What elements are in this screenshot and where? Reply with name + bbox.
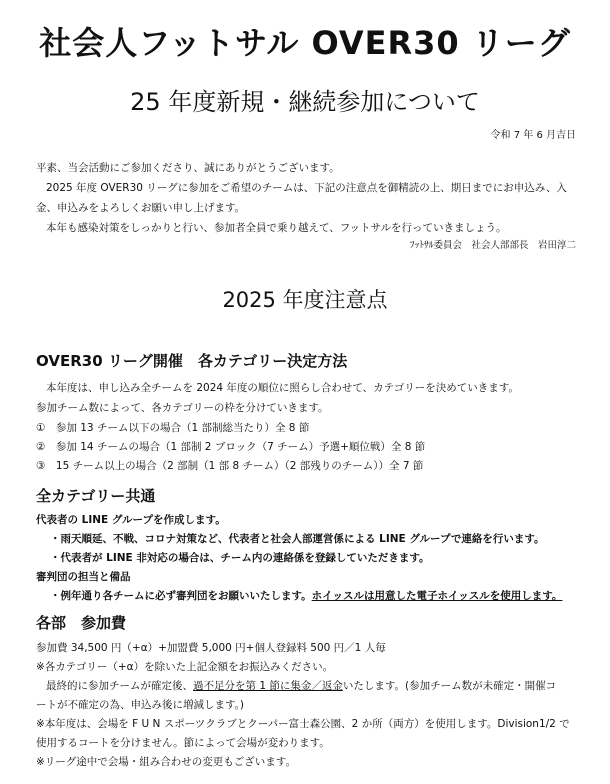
common-bullet-3-underlined: ホイッスルは用意した電子ホイッスルを使用します。 [311,590,563,602]
common-bullet-3 [50,586,562,606]
common-bullet-3-text: ・例年通り各チームに必ず審判団をお願いいたします。 [50,590,312,602]
common-heading: 全カテゴリー共通 [36,487,156,505]
common-sub-1: 代表者の LINE グループを作成します。 [36,514,226,526]
fees-line-2: ※各カテゴリー（+α）を除いた上記金額をお振込みください。 [36,661,334,673]
fees-line-1: 参加費 34,500 円（+α）+加盟費 5,000 円+個人登録料 500 円／1 人毎 [36,642,386,654]
greeting-line-1: 平素、当会活動にご参加くださり、誠にありがとうございます。 [36,162,340,174]
page-title: 社会人フットサル OVER30 リーグ [39,24,571,62]
greeting-line-3: 金、申込みをよろしくお願い申し上げます。 [36,202,246,214]
category-item-1: ① 参加 13 チーム以下の場合（1 部制総当たり）全 8 節 [36,422,310,434]
fees-line-5: ※本年度は、会場を F U N スポーツクラブとクーパー富士森公園、2 か所（両方）を使用します。Division1/2 で [36,718,570,730]
category-line-1: 本年度は、申し込み全チームを 2024 年度の順位に照らし合わせて、カテゴリーを決めていきます。 [46,382,519,394]
issue-date: 令和 7 年 6 月吉日 [490,130,576,141]
section-title: 2025 年度注意点 [222,288,388,312]
category-heading: OVER30 リーグ開催 各カテゴリー決定方法 [36,352,348,370]
fees-line-3-part-c: いたします。(参加チーム数が未確定・開催コ [342,680,557,692]
category-line-2: 参加チーム数によって、各カテゴリーの枠を分けていきます。 [36,402,329,414]
category-item-3: ③ 15 チーム以上の場合（2 部制（1 部 8 チーム）（2 部残りのチーム））全 7 節 [36,460,424,472]
common-bullet-2: ・代表者が LINE 非対応の場合は、チーム内の連絡係を登録していただきます。 [50,552,430,564]
signature: ﾌｯﾄｻﾙ委員会 社会人部部長 岩田淳二 [409,240,576,251]
category-item-2: ② 参加 14 チームの場合（1 部制 2 ブロック（7 チーム）予選+順位戦）全 8 節 [36,441,426,453]
fees-line-3-underlined: 過不足分を第 1 節に集金／返金 [193,680,343,692]
greeting-line-4: 本年も感染対策をしっかりと行い、参加者全員で乗り越えて、フットサルを行っていきましょう。 [46,222,507,234]
fees-line-6: 使用するコートを分けません。節によって会場が変わります。 [36,737,330,749]
page-subtitle: 25 年度新規・継続参加について [130,88,480,116]
fees-line-7: ※リーグ途中で会場・組み合わせの変更もございます。 [36,756,296,768]
common-sub-2: 審判団の担当と備品 [36,571,131,583]
common-bullet-1: ・雨天順延、不戦、コロナ対策など、代表者と社会人部運営係による LINE グループで連絡を行います。 [50,533,545,545]
fees-line-4: ートが不確定の為、申込み後に増減します。) [36,699,245,711]
fees-line-3-part-a: 最終的に参加チームが確定後、 [46,680,193,692]
fees-line-3 [46,676,556,696]
greeting-line-2: 2025 年度 OVER30 リーグに参加をご希望のチームは、下記の注意点を御精読の上、期日までにお申込み、入 [46,182,567,194]
fees-heading: 各部 参加費 [36,614,127,632]
